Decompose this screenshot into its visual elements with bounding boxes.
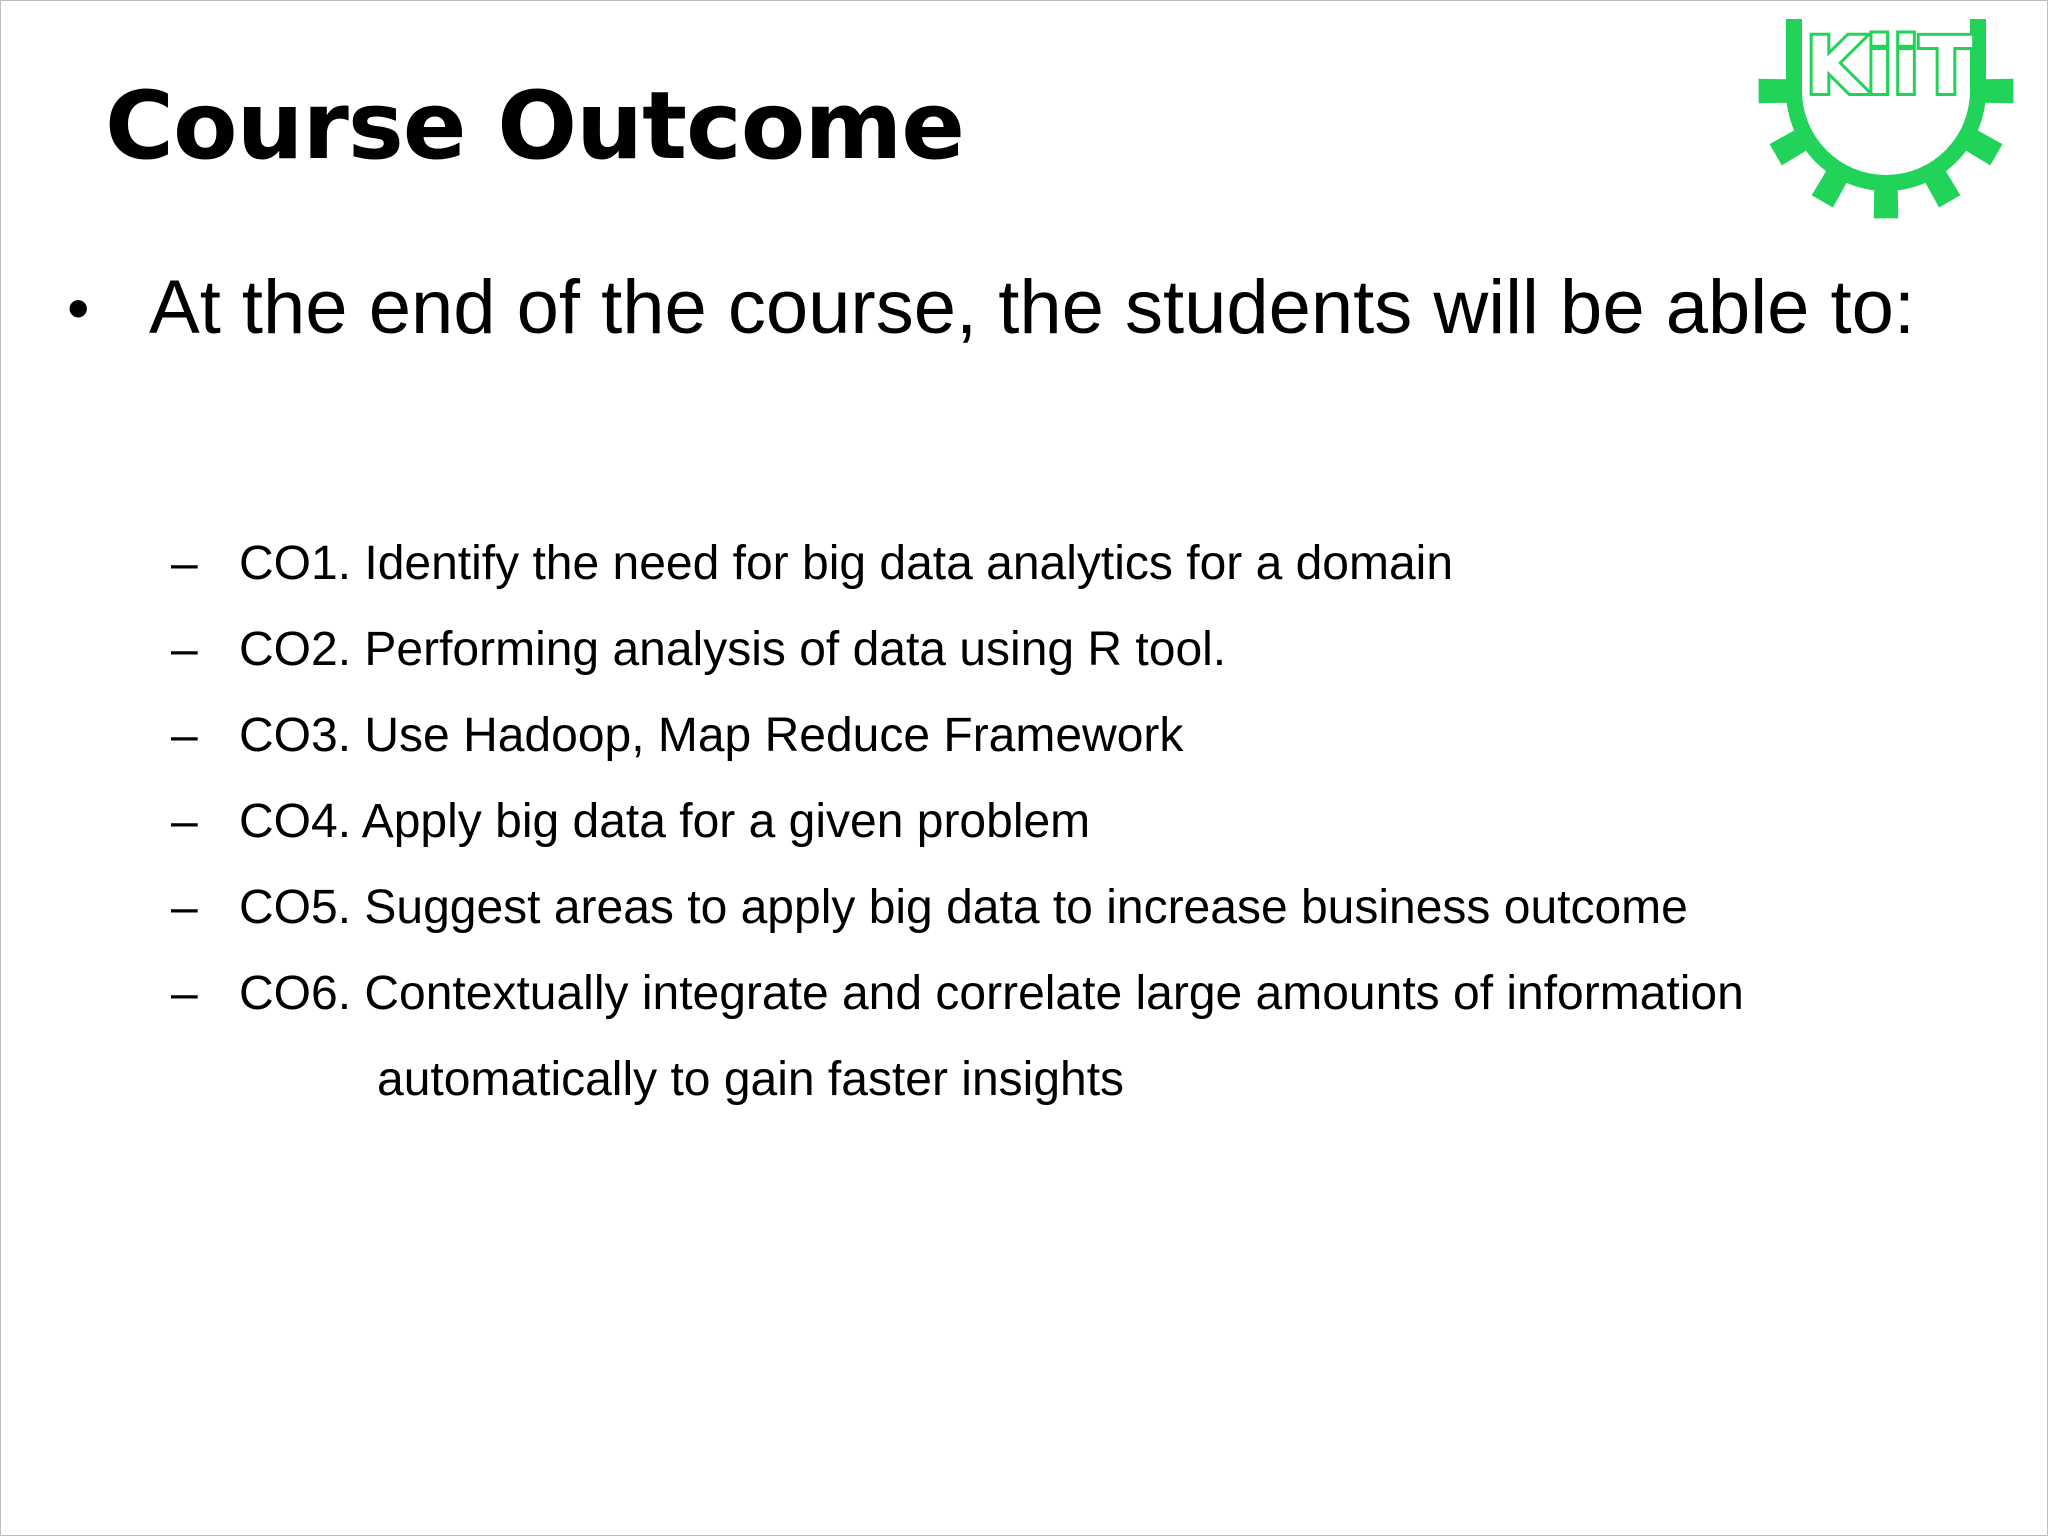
outcome-item xyxy=(171,779,1991,865)
outcome-text: CO3. Use Hadoop, Map Reduce Framework xyxy=(239,709,1184,762)
outcome-text: CO6. Contextually integrate and correlate large amounts of information xyxy=(239,967,1744,1020)
dash-glyph: – xyxy=(171,967,198,1020)
dash-glyph: – xyxy=(171,709,198,762)
logo-gear-tooth xyxy=(1874,188,1899,218)
dash-glyph: – xyxy=(171,537,198,590)
outcome-text: CO1. Identify the need for big data analytics for a domain xyxy=(239,537,1454,590)
outcome-continuation: automatically to gain faster insights xyxy=(377,1053,1125,1106)
dash-glyph: – xyxy=(171,795,198,848)
outcome-item xyxy=(171,521,1991,607)
intro-text: At the end of the course, the students will be able to: xyxy=(149,265,1915,350)
intro-bullet-list xyxy=(67,253,1927,363)
dash-glyph: – xyxy=(171,881,198,934)
logo-gear-tooth xyxy=(1759,79,1789,104)
intro-bullet xyxy=(67,253,1927,363)
outcome-item xyxy=(171,865,1991,951)
bullet-glyph: • xyxy=(67,272,90,344)
slide-title: Course Outcome xyxy=(105,72,965,181)
outcome-text: CO5. Suggest areas to apply big data to increase business outcome xyxy=(239,881,1688,934)
logo-gear-tooth xyxy=(1983,79,2013,104)
outcome-text: CO4. Apply big data for a given problem xyxy=(239,795,1091,848)
outcome-item xyxy=(171,951,1991,1123)
outcome-list xyxy=(171,521,1991,1123)
outcome-item xyxy=(171,693,1991,779)
outcome-item xyxy=(171,607,1991,693)
outcome-text: CO2. Performing analysis of data using R tool. xyxy=(239,623,1227,676)
dash-glyph: – xyxy=(171,623,198,676)
logo-text: KiiT xyxy=(1805,22,1973,112)
kiit-logo xyxy=(1741,9,2031,229)
